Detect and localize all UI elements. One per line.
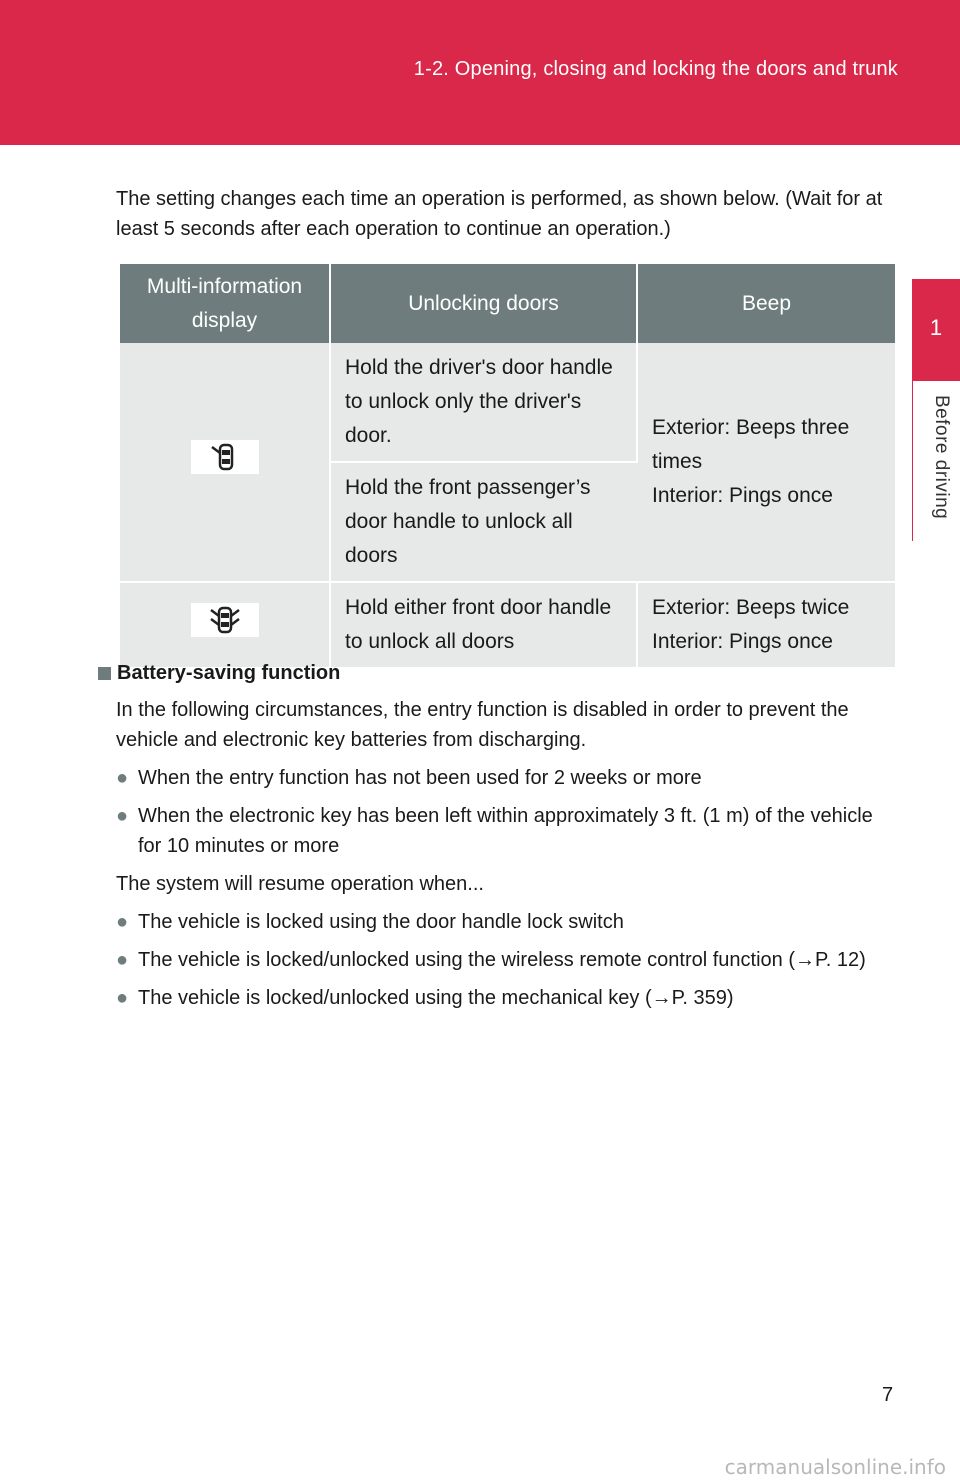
- unlocking-cell: Hold the driver's door handle to unlock only the driver's door.: [330, 343, 637, 462]
- circle-bullet-icon: ●: [116, 911, 129, 933]
- beep-cell: [637, 582, 895, 668]
- beep-interior: Interior: Pings once: [652, 630, 833, 653]
- header-display: Multi-information display: [120, 264, 330, 343]
- chapter-tab: [912, 279, 960, 381]
- bullet-text: When the electronic key has been left within approximately 3 ft. (1 m) of the vehicle for 10 minutes or more: [138, 805, 873, 857]
- battery-saving-heading: [98, 662, 898, 685]
- settings-table: [120, 264, 895, 669]
- display-icon-cell: [120, 582, 330, 668]
- beep-interior: Interior: Pings once: [652, 484, 833, 507]
- all-doors-open-icon: [191, 603, 259, 637]
- unlocking-cell: Hold the front passenger’s door handle to unlock all doors: [330, 462, 637, 582]
- list-item: [116, 801, 898, 861]
- list-item: [116, 763, 898, 793]
- header-beep: Beep: [637, 264, 895, 343]
- unlocking-cell: Hold either front door handle to unlock all doors: [330, 582, 637, 668]
- table-row: [120, 343, 895, 462]
- circle-bullet-icon: ●: [116, 767, 129, 789]
- square-bullet-icon: [98, 667, 111, 680]
- table-header-row: [120, 264, 895, 343]
- circle-bullet-icon: ●: [116, 805, 129, 827]
- beep-exterior: Exterior: Beeps twice: [652, 596, 850, 619]
- bullet-text: The vehicle is locked/unlocked using the mechanical key (→P. 359): [138, 987, 734, 1009]
- circle-bullet-icon: ●: [116, 949, 129, 971]
- chapter-number: 1: [929, 315, 943, 340]
- driver-door-open-icon: [191, 440, 259, 474]
- list-item: [116, 907, 898, 937]
- battery-saving-text: In the following circumstances, the entry function is disabled in order to prevent the vehicle and electronic key batteries from discharging.: [116, 699, 849, 751]
- section-title: 1-2. Opening, closing and locking the doors and trunk: [413, 58, 898, 80]
- list-item: [116, 945, 898, 975]
- resume-text: The system will resume operation when...: [116, 873, 484, 895]
- watermark: carmanualsonline.info: [724, 1455, 946, 1479]
- chapter-label: Before driving: [931, 395, 952, 520]
- chapter-divider: [912, 381, 913, 541]
- bullet-text: The vehicle is locked/unlocked using the wireless remote control function (→P. 12): [138, 949, 866, 971]
- list-item: [116, 983, 898, 1013]
- beep-cell: [637, 343, 895, 582]
- intro-text: The setting changes each time an operation is performed, as shown below. (Wait for at least 5 seconds after each operation to continue an operation.): [116, 188, 883, 240]
- battery-saving-section: [98, 662, 898, 1021]
- header-unlocking: Unlocking doors: [330, 264, 637, 343]
- display-icon-cell: [120, 343, 330, 582]
- circle-bullet-icon: ●: [116, 987, 129, 1009]
- beep-exterior: Exterior: Beeps three times: [652, 416, 850, 473]
- bullet-text: The vehicle is locked using the door handle lock switch: [138, 911, 624, 933]
- header-band: [0, 0, 960, 145]
- table-row: [120, 582, 895, 668]
- page-number: 7: [882, 1384, 894, 1406]
- battery-saving-title: Battery-saving function: [117, 662, 341, 684]
- bullet-text: When the entry function has not been used for 2 weeks or more: [138, 767, 702, 789]
